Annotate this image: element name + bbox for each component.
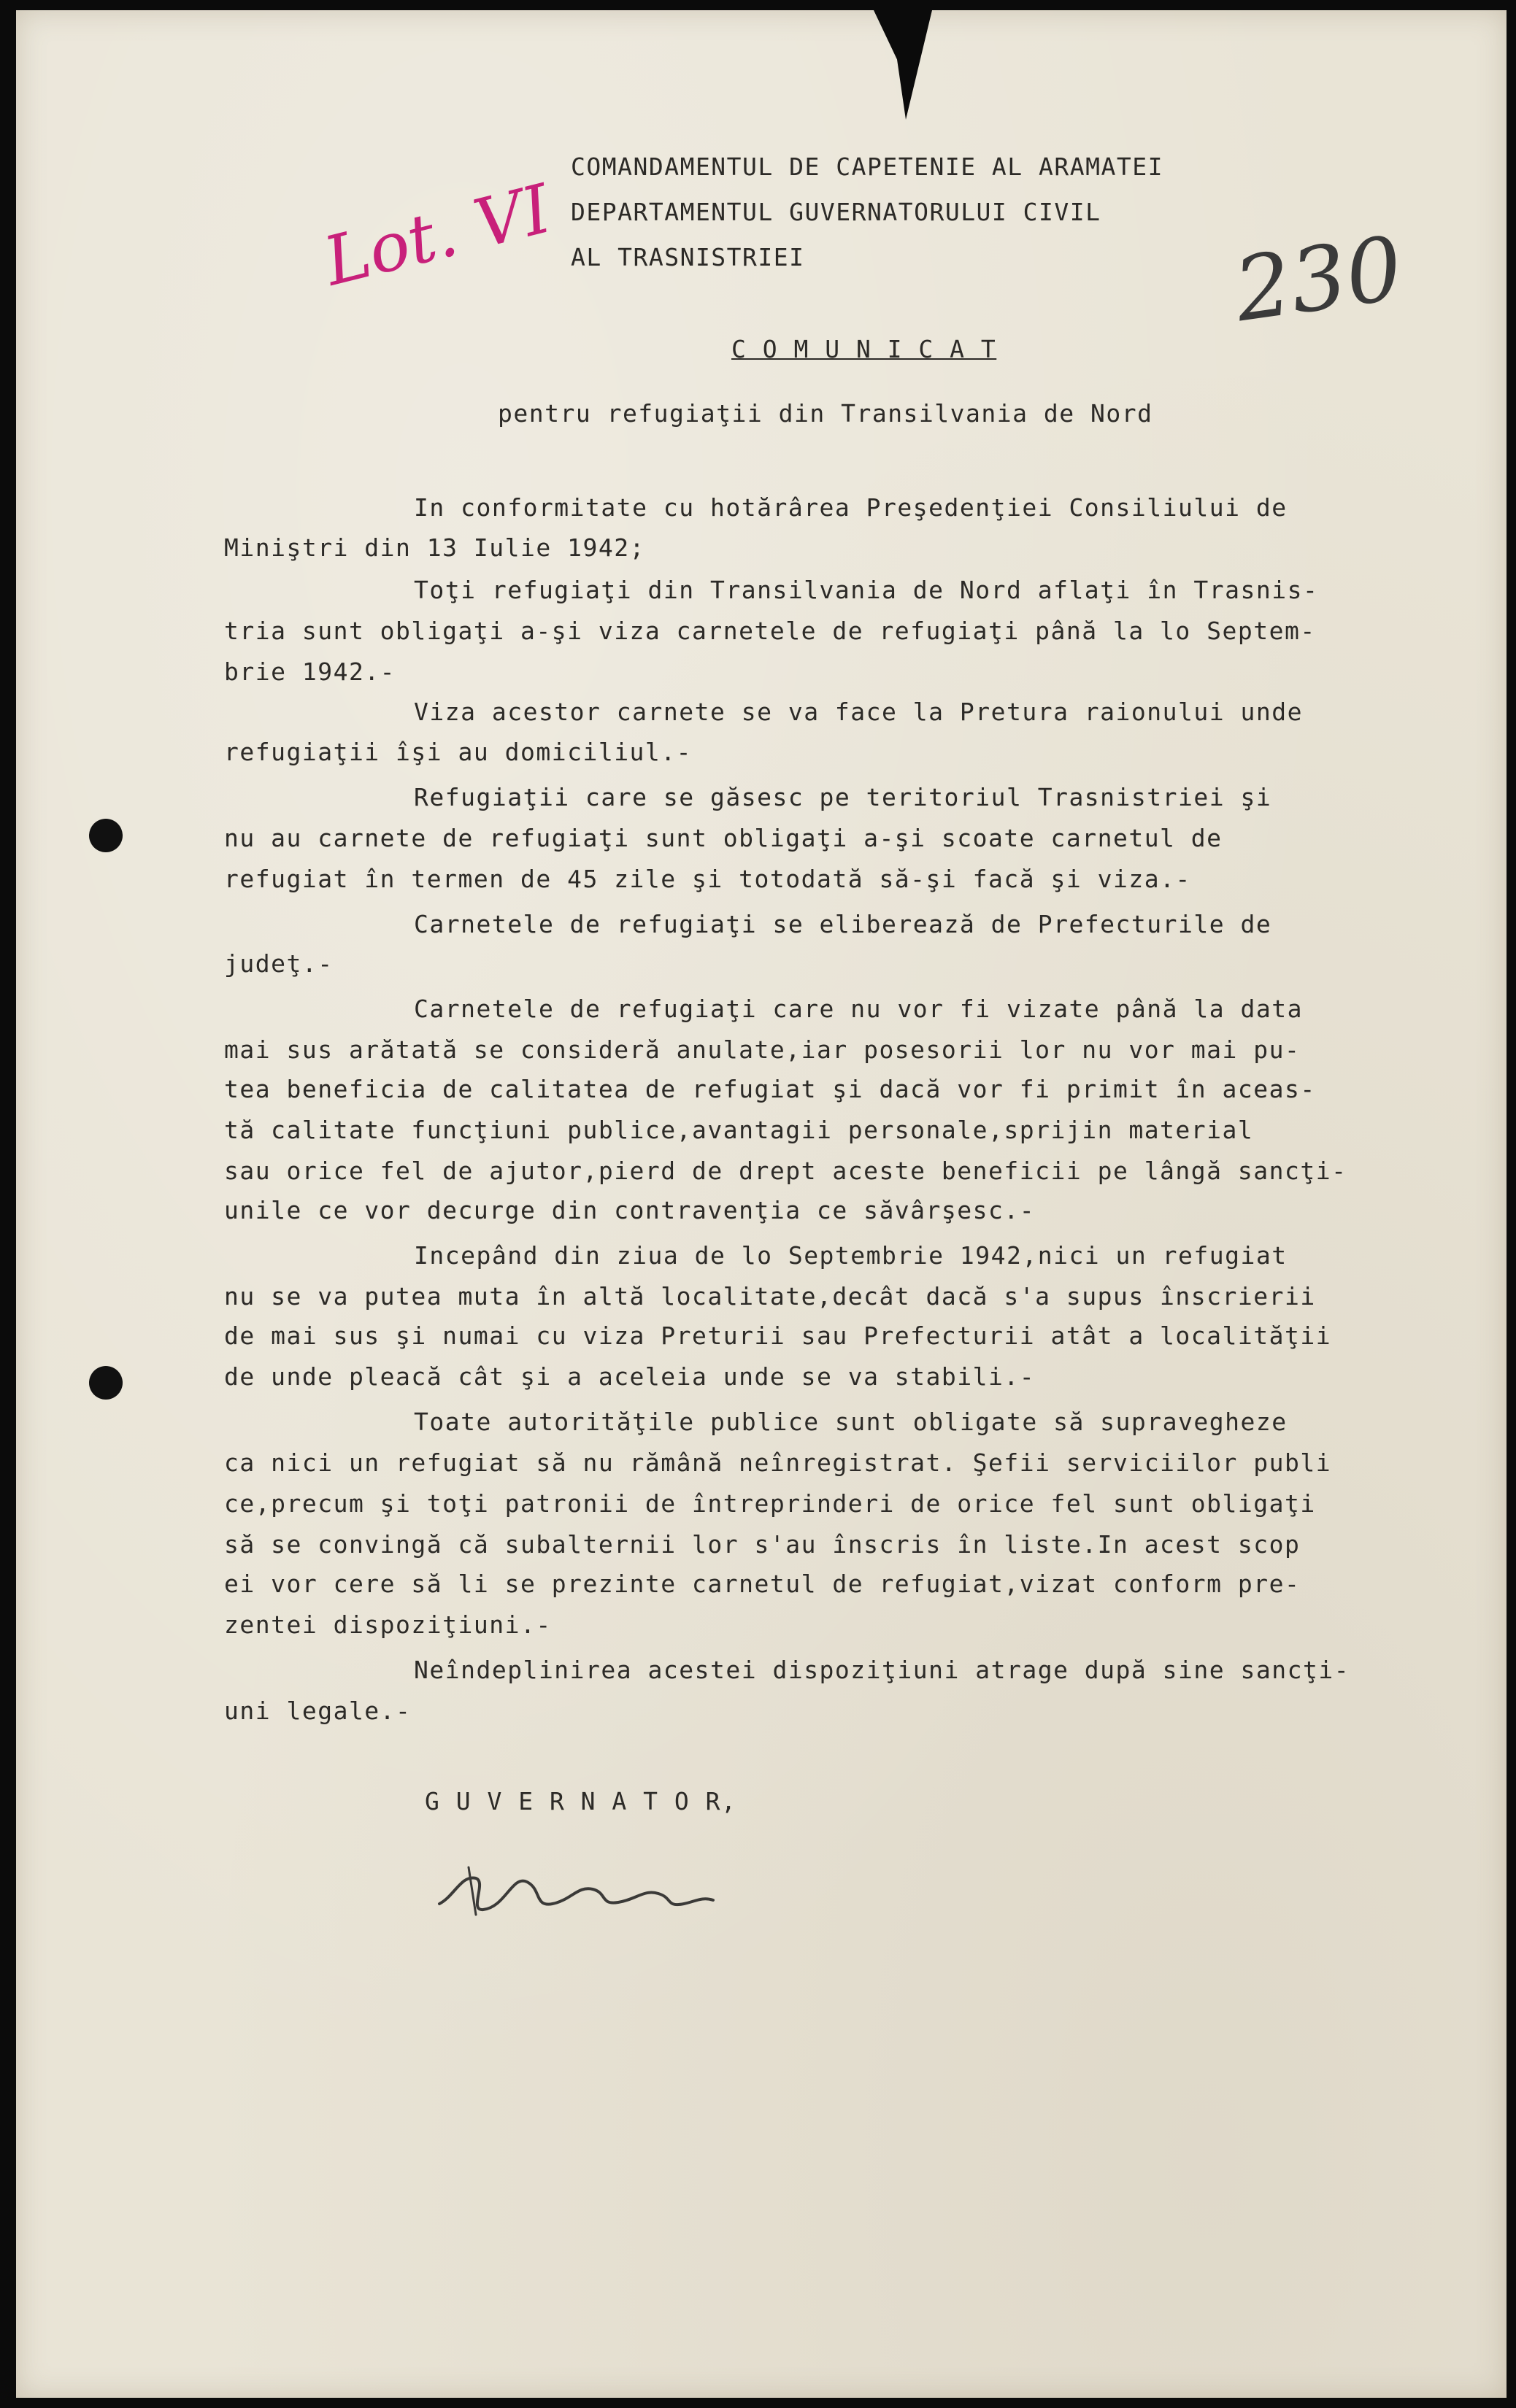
punch-hole (89, 819, 123, 852)
body-line: ei vor cere să li se prezinte carnetul de refugiat,vizat conform pre- (224, 1570, 1301, 1598)
body-line: Carnetele de refugiaţi care nu vor fi vizate până la data (414, 995, 1303, 1023)
body-line: ca nici un refugiat să nu rămână neînregistrat. Şefii serviciilor publi (224, 1448, 1332, 1477)
handwritten-annotation-red: Lot. VI (316, 169, 559, 301)
document-title: C O M U N I C A T (731, 335, 997, 363)
body-line: nu au carnete de refugiaţi sunt obligaţi a-şi scoate carnetul de (224, 824, 1223, 852)
body-line: Carnetele de refugiaţi se eliberează de Prefecturile de (414, 910, 1272, 938)
closing-title: G U V E R N A T O R, (425, 1787, 737, 1815)
body-line: mai sus arătată se consideră anulate,iar posesorii lor nu vor mai pu- (224, 1035, 1301, 1064)
body-line: judeţ.- (224, 949, 334, 978)
torn-edge (874, 10, 932, 120)
header-line: COMANDAMENTUL DE CAPETENIE AL ARAMATEI (571, 153, 1163, 181)
body-line: ce,precum şi toţi patronii de întreprinderi de orice fel sunt obligaţi (224, 1489, 1316, 1518)
body-line: refugiaţii îşi au domiciliul.- (224, 738, 693, 766)
document-subtitle: pentru refugiaţii din Transilvania de Nord (498, 399, 1153, 428)
body-line: tria sunt obligaţi a-şi viza carnetele de refugiaţi până la lo Septem- (224, 617, 1316, 645)
body-line: de unde pleacă cât şi a aceleia unde se va stabili.- (224, 1362, 1036, 1391)
body-line: Toţi refugiaţi din Transilvania de Nord aflaţi în Trasnis- (414, 576, 1319, 604)
signature (425, 1845, 731, 1933)
body-line: tea beneficia de calitatea de refugiat şi dacă vor fi primit în aceas- (224, 1075, 1316, 1103)
body-line: brie 1942.- (224, 657, 396, 686)
body-line: Incepând din ziua de lo Septembrie 1942,nici un refugiat (414, 1241, 1288, 1270)
punch-hole (89, 1366, 123, 1400)
document-page (16, 10, 1507, 2398)
body-line: refugiat în termen de 45 zile şi totodată să-şi facă şi viza.- (224, 865, 1191, 893)
body-line: Refugiaţii care se găsesc pe teritoriul Trasnistriei şi (414, 783, 1272, 811)
header-line: AL TRASNISTRIEI (571, 243, 805, 271)
body-line: de mai sus şi numai cu viza Preturii sau Prefecturii atât a localităţii (224, 1321, 1332, 1350)
body-line: Toate autorităţile publice sunt obligate să supravegheze (414, 1408, 1288, 1436)
body-line: In conformitate cu hotărârea Preşedenţiei Consiliului de (414, 493, 1288, 522)
body-line: tă calitate funcţiuni publice,avantagii personale,sprijin material (224, 1116, 1254, 1144)
body-line: unile ce vor decurge din contravenţia ce săvârşesc.- (224, 1196, 1036, 1224)
body-line: nu se va putea muta în altă localitate,decât dacă s'a supus înscrierii (224, 1282, 1316, 1311)
handwritten-page-number: 230 (1228, 217, 1409, 342)
body-line: Viza acestor carnete se va face la Pretura raionului unde (414, 698, 1303, 726)
body-line: zentei dispoziţiuni.- (224, 1610, 552, 1639)
body-line: sau orice fel de ajutor,pierd de drept aceste beneficii pe lângă sancţi- (224, 1157, 1347, 1185)
body-line: Miniştri din 13 Iulie 1942; (224, 533, 645, 562)
header-line: DEPARTAMENTUL GUVERNATORULUI CIVIL (571, 198, 1101, 226)
body-line: să se convingă că subalternii lor s'au înscris în liste.In acest scop (224, 1530, 1301, 1559)
body-line: uni legale.- (224, 1697, 412, 1725)
body-line: Neîndeplinirea acestei dispoziţiuni atrage după sine sancţi- (414, 1656, 1350, 1684)
